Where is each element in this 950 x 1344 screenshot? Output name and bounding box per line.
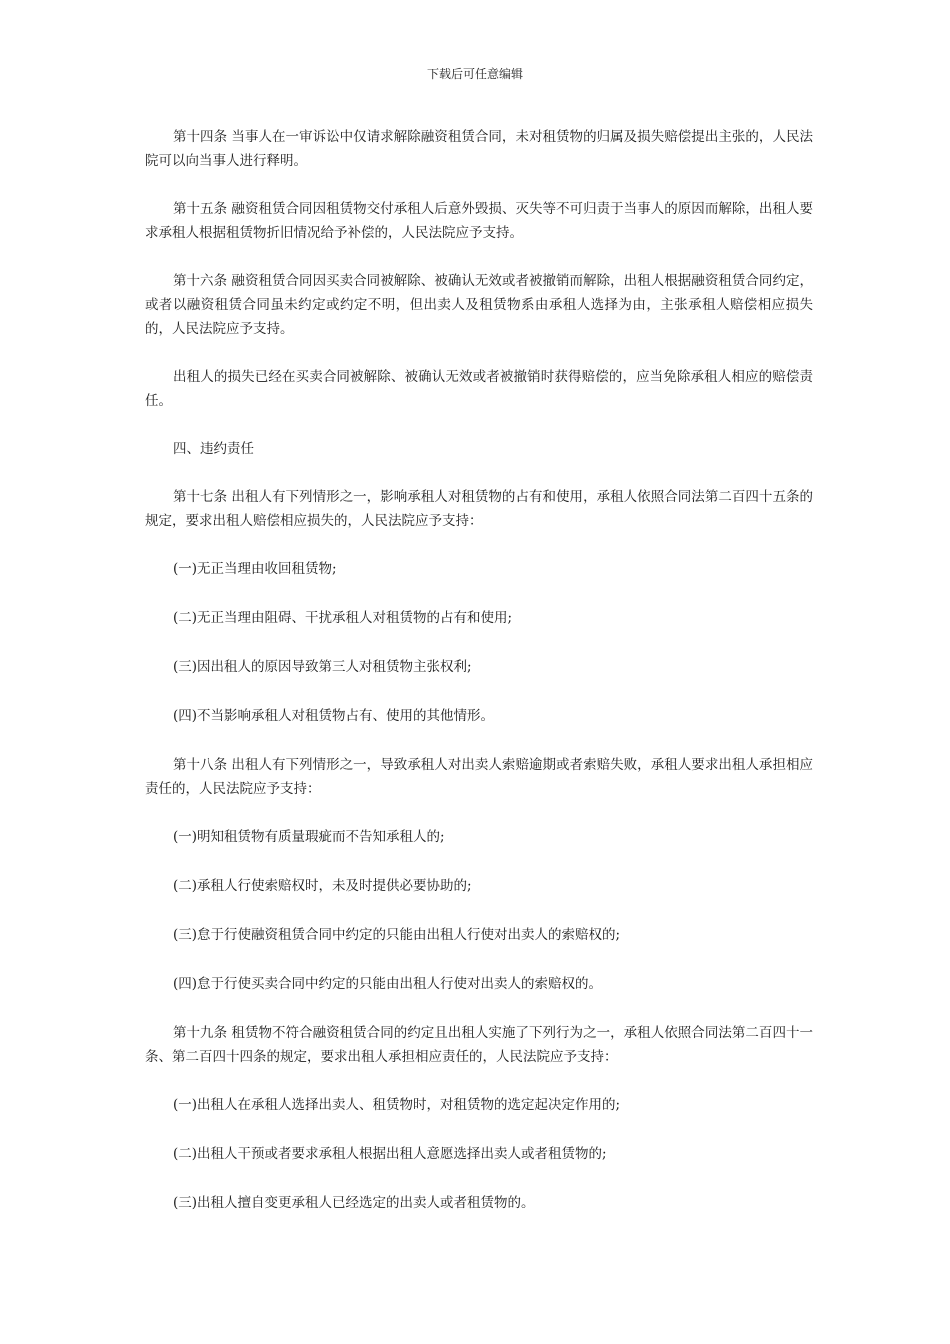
list-item: (一)无正当理由收回租赁物; <box>173 561 337 577</box>
article-17-paragraph: 第十七条 出租人有下列情形之一，影响承租人对租赁物的占有和使用，承租人依照合同法第二百四十五条的规定，要求出租人赔偿相应损失的，人民法院应予支持： <box>145 489 813 529</box>
document-body <box>145 125 813 1240</box>
list-item: (三)怠于行使融资租赁合同中约定的只能由出租人行使对出卖人的索赔权的; <box>173 927 621 943</box>
list-item: (二)无正当理由阻碍、干扰承租人对租赁物的占有和使用; <box>173 610 513 626</box>
article-19-paragraph: 第十九条 租赁物不符合融资租赁合同的约定且出租人实施了下列行为之一，承租人依照合同法第二百四十一条、第二百四十四条的规定，要求出租人承担相应责任的，人民法院应予支持： <box>145 1025 813 1065</box>
article-16-paragraph: 第十六条 融资租赁合同因买卖合同被解除、被确认无效或者被撤销而解除，出租人根据融资租赁合同约定，或者以融资租赁合同虽未约定或约定不明，但出卖人及租赁物系由承租人选择为由，主张承租人赔偿相应损失的，人民法院应予支持。 <box>145 273 813 337</box>
list-item: (四)怠于行使买卖合同中约定的只能由出租人行使对出卖人的索赔权的。 <box>173 976 603 992</box>
page-header: 下载后可任意编辑 <box>426 67 523 81</box>
list-item: (一)出租人在承租人选择出卖人、租赁物时，对租赁物的选定起决定作用的; <box>173 1097 621 1113</box>
section-heading: 四、违约责任 <box>173 441 254 457</box>
list-item: (二)承租人行使索赔权时，未及时提供必要协助的; <box>173 878 472 894</box>
article-18-paragraph: 第十八条 出租人有下列情形之一，导致承租人对出卖人索赔逾期或者索赔失败，承租人要求出租人承担相应责任的，人民法院应予支持： <box>145 757 813 797</box>
article-15-paragraph: 第十五条 融资租赁合同因租赁物交付承租人后意外毁损、灭失等不可归责于当事人的原因而解除，出租人要求承租人根据租赁物折旧情况给予补偿的，人民法院应予支持。 <box>145 201 813 241</box>
list-item: (三)因出租人的原因导致第三人对租赁物主张权利; <box>173 659 472 675</box>
article-16-note-paragraph: 出租人的损失已经在买卖合同被解除、被确认无效或者被撤销时获得赔偿的，应当免除承租人相应的赔偿责任。 <box>145 369 813 409</box>
list-item: (三)出租人擅自变更承租人已经选定的出卖人或者租赁物的。 <box>173 1195 535 1211</box>
list-item: (二)出租人干预或者要求承租人根据出租人意愿选择出卖人或者租赁物的; <box>173 1146 607 1162</box>
article-14-paragraph: 第十四条 当事人在一审诉讼中仅请求解除融资租赁合同，未对租赁物的归属及损失赔偿提出主张的，人民法院可以向当事人进行释明。 <box>145 129 813 169</box>
list-item: (一)明知租赁物有质量瑕疵而不告知承租人的; <box>173 829 445 845</box>
list-item: (四)不当影响承租人对租赁物占有、使用的其他情形。 <box>173 708 495 724</box>
